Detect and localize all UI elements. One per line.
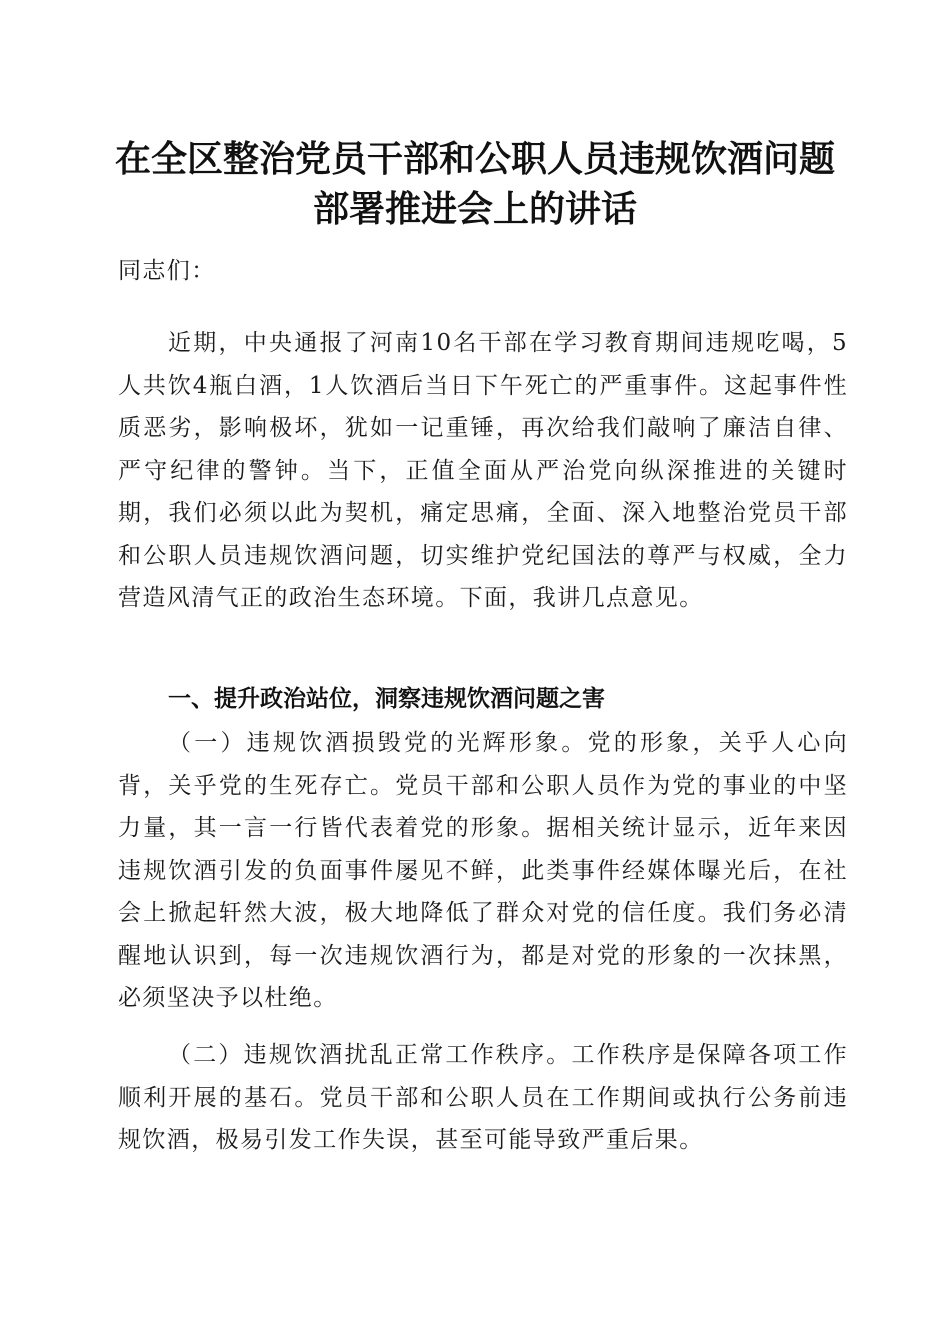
document-title-line-1: 在全区整治党员干部和公职人员违规饮酒问题 [114, 138, 835, 180]
section-heading-1: 一、提升政治站位，洞察违规饮酒问题之害 [168, 686, 605, 712]
document-title-line-2: 部署推进会上的讲话 [312, 188, 637, 230]
paragraph-subsection-2: （二）违规饮酒扰乱正常工作秩序。工作秩序是保障各项工作顺利开展的基石。党员干部和公职人员在工作期间或执行公务前违规饮酒，极易引发工作失误，甚至可能导致严重后果。 [118, 1042, 848, 1153]
paragraph-intro: 近期，中央通报了河南10名干部在学习教育期间违规吃喝，5人共饮4瓶白酒，1人饮酒后当日下午死亡的严重事件。这起事件性质恶劣，影响极坏，犹如一记重锤，再次给我们敲响了廉洁自律、严守纪律的警钟。当下，正值全面从严治党向纵深推进的关键时期，我们必须以此为契机，痛定思痛，全面、深入地整治党员干部和公职人员违规饮酒问题，切实维护党纪国法的尊严与权威，全力营造风清气正的政治生态环境。下面，我讲几点意见。 [118, 330, 848, 611]
paragraph-subsection-1: （一）违规饮酒损毁党的光辉形象。党的形象，关乎人心向背，关乎党的生死存亡。党员干部和公职人员作为党的事业的中坚力量，其一言一行皆代表着党的形象。据相关统计显示，近年来因违规饮酒引发的负面事件屡见不鲜，此类事件经媒体曝光后，在社会上掀起轩然大波，极大地降低了群众对党的信任度。我们务必清醒地认识到，每一次违规饮酒行为，都是对党的形象的一次抹黑，必须坚决予以杜绝。 [118, 730, 848, 1011]
greeting: 同志们： [118, 258, 216, 284]
